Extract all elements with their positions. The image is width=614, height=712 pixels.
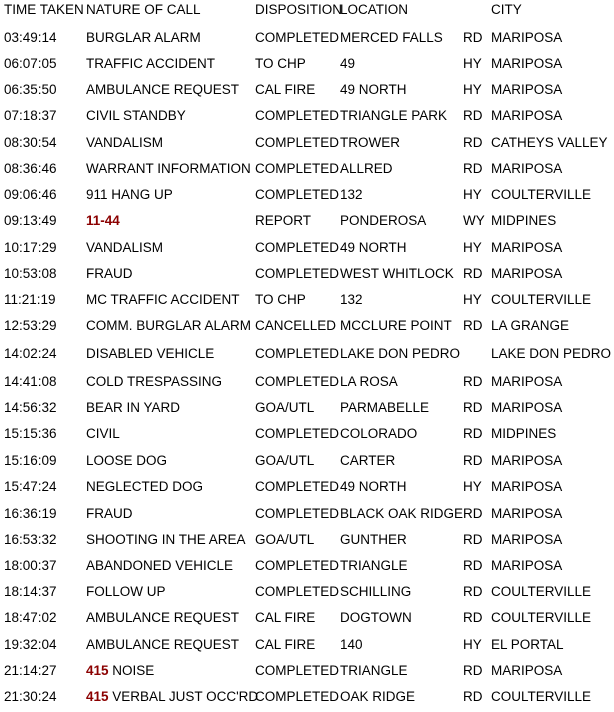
nature-text: FOLLOW UP <box>86 584 166 599</box>
city-cell: LA GRANGE <box>491 318 570 333</box>
time-cell: 15:47:24 <box>4 479 57 494</box>
location-cell: TRIANGLE PARK <box>340 108 448 123</box>
time-cell: 08:30:54 <box>4 135 57 150</box>
city-cell: MIDPINES <box>491 426 557 441</box>
nature-text: VERBAL JUST OCC'RD <box>112 689 259 704</box>
nature-text: CIVIL <box>86 426 120 441</box>
nature-cell <box>86 477 203 497</box>
header-time: TIME TAKEN <box>4 2 84 17</box>
table-row <box>0 159 614 179</box>
table-row <box>0 106 614 126</box>
location-cell: MERCED FALLS <box>340 30 443 45</box>
disposition-cell: COMPLETED <box>255 240 340 255</box>
city-cell: EL PORTAL <box>491 637 564 652</box>
road-suffix-cell: RD <box>463 426 483 441</box>
city-cell: CATHEYS VALLEY <box>491 135 608 150</box>
road-suffix-cell: RD <box>463 663 483 678</box>
table-row <box>0 530 614 550</box>
disposition-cell: COMPLETED <box>255 135 340 150</box>
disposition-cell: GOA/UTL <box>255 532 315 547</box>
disposition-cell: CANCELLED <box>255 318 337 333</box>
nature-cell <box>86 530 246 550</box>
nature-cell <box>86 106 186 126</box>
table-row <box>0 661 614 681</box>
location-cell: GUNTHER <box>340 532 407 547</box>
road-suffix-cell: HY <box>463 82 482 97</box>
table-row <box>0 54 614 74</box>
nature-cell <box>86 80 239 100</box>
city-cell: MARIPOSA <box>491 374 563 389</box>
header-location: LOCATION <box>340 2 409 17</box>
nature-cell <box>86 238 163 258</box>
location-cell: TRIANGLE <box>340 663 408 678</box>
time-cell: 14:41:08 <box>4 374 57 389</box>
table-row <box>0 504 614 524</box>
city-cell: MARIPOSA <box>491 240 563 255</box>
time-cell: 18:14:37 <box>4 584 57 599</box>
time-cell: 08:36:46 <box>4 161 57 176</box>
nature-text: ABANDONED VEHICLE <box>86 558 234 573</box>
time-cell: 18:47:02 <box>4 610 57 625</box>
city-cell: MARIPOSA <box>491 532 563 547</box>
location-cell: LAKE DON PEDRO <box>340 346 461 361</box>
road-suffix-cell: RD <box>463 689 483 704</box>
table-row <box>0 635 614 655</box>
nature-cell <box>86 28 201 48</box>
disposition-cell: COMPLETED <box>255 374 340 389</box>
location-cell: SCHILLING <box>340 584 412 599</box>
table-row <box>0 687 614 707</box>
location-cell: 49 NORTH <box>340 240 407 255</box>
city-cell: MARIPOSA <box>491 56 563 71</box>
disposition-cell: COMPLETED <box>255 558 340 573</box>
disposition-cell: CAL FIRE <box>255 610 316 625</box>
time-cell: 10:17:29 <box>4 240 57 255</box>
nature-cell <box>86 185 173 205</box>
disposition-cell: COMPLETED <box>255 689 340 704</box>
location-cell: MCCLURE POINT <box>340 318 452 333</box>
time-cell: 03:49:14 <box>4 30 57 45</box>
time-cell: 09:13:49 <box>4 213 57 228</box>
road-suffix-cell: RD <box>463 558 483 573</box>
header-city: CITY <box>491 2 522 17</box>
table-row <box>0 290 614 310</box>
city-cell: MARIPOSA <box>491 400 563 415</box>
city-cell: COULTERVILLE <box>491 610 592 625</box>
table-row <box>0 344 614 364</box>
nature-text: AMBULANCE REQUEST <box>86 610 240 625</box>
disposition-cell: COMPLETED <box>255 266 340 281</box>
disposition-cell: COMPLETED <box>255 30 340 45</box>
road-suffix-cell: RD <box>463 266 483 281</box>
time-cell: 15:15:36 <box>4 426 57 441</box>
time-cell: 12:53:29 <box>4 318 57 333</box>
disposition-cell: COMPLETED <box>255 584 340 599</box>
nature-cell <box>86 159 251 179</box>
city-cell: MARIPOSA <box>491 161 563 176</box>
location-cell: 140 <box>340 637 363 652</box>
city-cell: MARIPOSA <box>491 82 563 97</box>
table-row <box>0 582 614 602</box>
location-cell: PARMABELLE <box>340 400 430 415</box>
disposition-cell: TO CHP <box>255 292 306 307</box>
table-row <box>0 556 614 576</box>
road-suffix-cell: RD <box>463 506 483 521</box>
location-cell: TROWER <box>340 135 400 150</box>
table-row <box>0 264 614 284</box>
disposition-cell: COMPLETED <box>255 187 340 202</box>
road-suffix-cell: HY <box>463 479 482 494</box>
nature-cell <box>86 211 120 231</box>
location-cell: ALLRED <box>340 161 393 176</box>
header-row <box>0 0 614 20</box>
nature-text: BURGLAR ALARM <box>86 30 201 45</box>
road-suffix-cell: RD <box>463 453 483 468</box>
nature-text: LOOSE DOG <box>86 453 168 468</box>
road-suffix-cell: RD <box>463 30 483 45</box>
nature-cell <box>86 316 251 336</box>
city-cell: MARIPOSA <box>491 479 563 494</box>
table-row <box>0 477 614 497</box>
nature-cell <box>86 424 120 444</box>
table-row <box>0 238 614 258</box>
disposition-cell: COMPLETED <box>255 663 340 678</box>
call-code: 415 <box>86 663 109 678</box>
header-nature: NATURE OF CALL <box>86 2 201 17</box>
road-suffix-cell: HY <box>463 187 482 202</box>
nature-text: AMBULANCE REQUEST <box>86 637 240 652</box>
disposition-cell: COMPLETED <box>255 426 340 441</box>
time-cell: 06:07:05 <box>4 56 57 71</box>
table-row <box>0 372 614 392</box>
table-row <box>0 424 614 444</box>
location-cell: 132 <box>340 292 363 307</box>
nature-text: SHOOTING IN THE AREA <box>86 532 246 547</box>
nature-text: COLD TRESPASSING <box>86 374 223 389</box>
time-cell: 14:56:32 <box>4 400 57 415</box>
road-suffix-cell: WY <box>463 213 485 228</box>
nature-cell <box>86 504 133 524</box>
nature-cell <box>86 372 222 392</box>
nature-text: FRAUD <box>86 266 133 281</box>
road-suffix-cell: RD <box>463 161 483 176</box>
table-row <box>0 211 614 231</box>
nature-cell <box>86 290 240 310</box>
road-suffix-cell: RD <box>463 135 483 150</box>
nature-cell <box>86 582 166 602</box>
location-cell: LA ROSA <box>340 374 398 389</box>
road-suffix-cell: RD <box>463 318 483 333</box>
nature-text: WARRANT INFORMATION <box>86 161 251 176</box>
call-code: 11-44 <box>86 213 120 228</box>
location-cell: BLACK OAK RIDGE <box>340 506 464 521</box>
location-cell: WEST WHITLOCK <box>340 266 454 281</box>
city-cell: MARIPOSA <box>491 266 563 281</box>
location-cell: DOGTOWN <box>340 610 412 625</box>
city-cell: MIDPINES <box>491 213 557 228</box>
disposition-cell: COMPLETED <box>255 346 340 361</box>
location-cell: 132 <box>340 187 363 202</box>
table-row <box>0 316 614 336</box>
city-cell: COULTERVILLE <box>491 584 592 599</box>
time-cell: 21:30:24 <box>4 689 57 704</box>
city-cell: MARIPOSA <box>491 30 563 45</box>
road-suffix-cell: RD <box>463 400 483 415</box>
nature-text: AMBULANCE REQUEST <box>86 82 240 97</box>
nature-cell <box>86 398 180 418</box>
nature-text: VANDALISM <box>86 240 164 255</box>
nature-text: DISABLED VEHICLE <box>86 346 215 361</box>
nature-text: MC TRAFFIC ACCIDENT <box>86 292 240 307</box>
disposition-cell: TO CHP <box>255 56 306 71</box>
nature-text: BEAR IN YARD <box>86 400 181 415</box>
nature-text: NEGLECTED DOG <box>86 479 204 494</box>
city-cell: COULTERVILLE <box>491 187 592 202</box>
nature-cell <box>86 661 154 681</box>
time-cell: 14:02:24 <box>4 346 57 361</box>
disposition-cell: COMPLETED <box>255 506 340 521</box>
road-suffix-cell: RD <box>463 108 483 123</box>
road-suffix-cell: HY <box>463 292 482 307</box>
time-cell: 11:21:19 <box>4 292 56 307</box>
nature-text: CIVIL STANDBY <box>86 108 186 123</box>
table-row <box>0 608 614 628</box>
time-cell: 15:16:09 <box>4 453 57 468</box>
road-suffix-cell: RD <box>463 374 483 389</box>
location-cell: TRIANGLE <box>340 558 408 573</box>
time-cell: 21:14:27 <box>4 663 57 678</box>
city-cell: COULTERVILLE <box>491 292 592 307</box>
location-cell: OAK RIDGE <box>340 689 416 704</box>
nature-cell <box>86 264 133 284</box>
location-cell: COLORADO <box>340 426 418 441</box>
nature-cell <box>86 451 167 471</box>
table-row <box>0 80 614 100</box>
table-row <box>0 133 614 153</box>
disposition-cell: COMPLETED <box>255 161 340 176</box>
disposition-cell: GOA/UTL <box>255 400 315 415</box>
header-disposition: DISPOSITION <box>255 2 343 17</box>
location-cell: 49 NORTH <box>340 479 407 494</box>
nature-cell <box>86 687 258 707</box>
location-cell: 49 NORTH <box>340 82 407 97</box>
time-cell: 18:00:37 <box>4 558 57 573</box>
location-cell: PONDEROSA <box>340 213 427 228</box>
city-cell: LAKE DON PEDRO <box>491 346 612 361</box>
time-cell: 09:06:46 <box>4 187 57 202</box>
nature-cell <box>86 133 163 153</box>
nature-text: TRAFFIC ACCIDENT <box>86 56 216 71</box>
disposition-cell: REPORT <box>255 213 312 228</box>
time-cell: 19:32:04 <box>4 637 57 652</box>
disposition-cell: COMPLETED <box>255 108 340 123</box>
city-cell: MARIPOSA <box>491 558 563 573</box>
nature-text: 911 HANG UP <box>86 187 173 202</box>
nature-text: FRAUD <box>86 506 133 521</box>
city-cell: MARIPOSA <box>491 453 563 468</box>
nature-cell <box>86 344 214 364</box>
time-cell: 16:53:32 <box>4 532 57 547</box>
time-cell: 06:35:50 <box>4 82 57 97</box>
time-cell: 07:18:37 <box>4 108 57 123</box>
table-row <box>0 398 614 418</box>
nature-text: NOISE <box>112 663 155 678</box>
road-suffix-cell: HY <box>463 240 482 255</box>
time-cell: 16:36:19 <box>4 506 57 521</box>
disposition-cell: COMPLETED <box>255 479 340 494</box>
location-cell: CARTER <box>340 453 396 468</box>
nature-cell <box>86 608 239 628</box>
city-cell: COULTERVILLE <box>491 689 592 704</box>
table-row <box>0 28 614 48</box>
road-suffix-cell: RD <box>463 532 483 547</box>
call-code: 415 <box>86 689 109 704</box>
road-suffix-cell: HY <box>463 637 482 652</box>
city-cell: MARIPOSA <box>491 108 563 123</box>
city-cell: MARIPOSA <box>491 506 563 521</box>
nature-cell <box>86 635 239 655</box>
table-row <box>0 451 614 471</box>
time-cell: 10:53:08 <box>4 266 57 281</box>
city-cell: MARIPOSA <box>491 663 563 678</box>
table-row <box>0 185 614 205</box>
road-suffix-cell: RD <box>463 610 483 625</box>
road-suffix-cell: HY <box>463 56 482 71</box>
nature-text: COMM. BURGLAR ALARM <box>86 318 252 333</box>
nature-cell <box>86 54 215 74</box>
disposition-cell: CAL FIRE <box>255 82 316 97</box>
nature-text: VANDALISM <box>86 135 164 150</box>
disposition-cell: GOA/UTL <box>255 453 315 468</box>
nature-cell <box>86 556 233 576</box>
disposition-cell: CAL FIRE <box>255 637 316 652</box>
road-suffix-cell: RD <box>463 584 483 599</box>
location-cell: 49 <box>340 56 356 71</box>
